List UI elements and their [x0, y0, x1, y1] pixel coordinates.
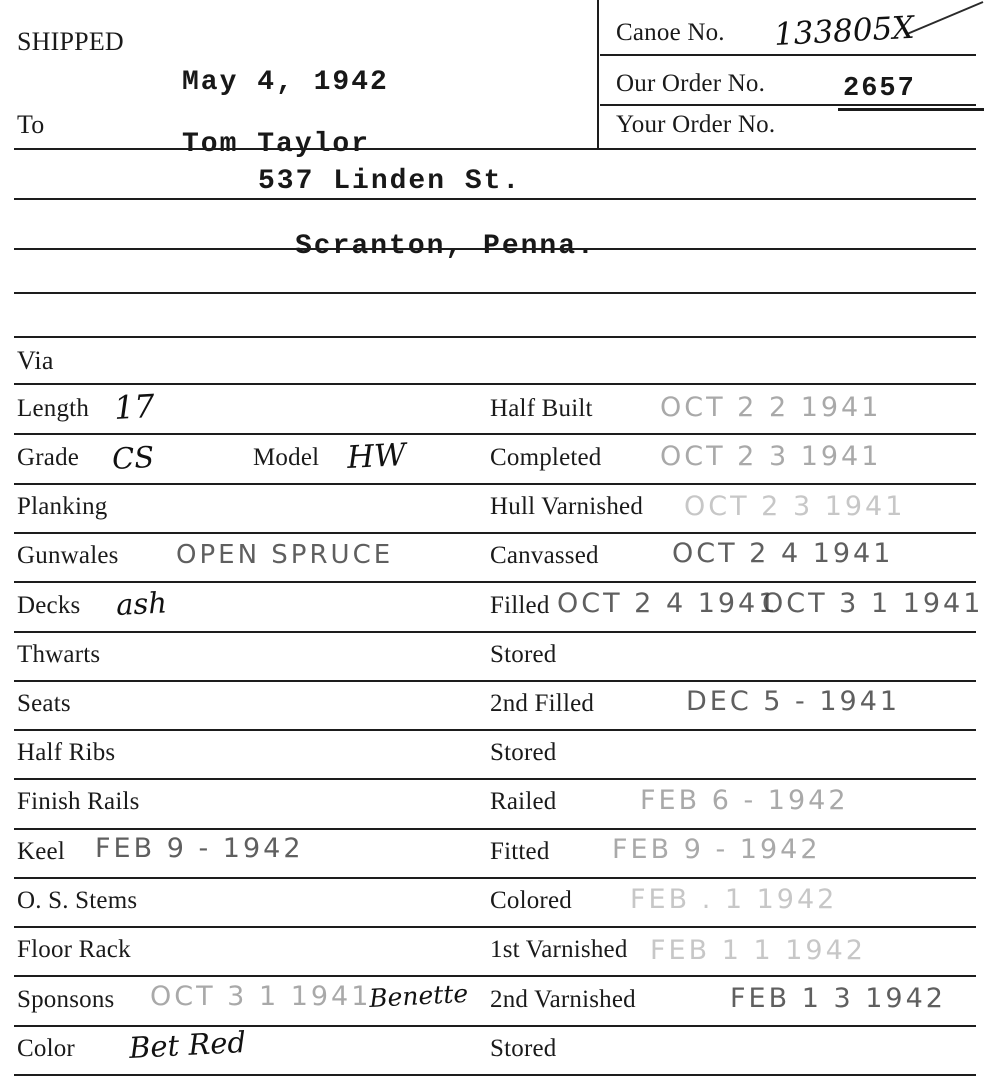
city-state: Scranton, Penna.: [295, 231, 596, 262]
rule-address-2: [14, 198, 976, 200]
your-order-no-label: Your Order No.: [616, 111, 776, 138]
row-label-stored-3: Stored: [490, 1035, 557, 1062]
shipped-label: SHIPPED: [17, 27, 124, 56]
row-label-gunwales: Gunwales: [17, 542, 119, 569]
rule-body-9: [14, 828, 976, 830]
row-value-railed: FEB 6 - 1942: [640, 785, 849, 816]
row-label-1st-varnished: 1st Varnished: [490, 936, 628, 963]
row-value-color: Bet Red: [128, 1024, 247, 1065]
row-label-half-ribs: Half Ribs: [17, 739, 116, 766]
row-label-model: Model: [253, 444, 320, 471]
row-label-length: Length: [17, 395, 90, 422]
row-label-sponsons: Sponsons: [17, 986, 115, 1013]
row-value-sponsons-signature: Benette: [368, 978, 469, 1013]
rule-body-14: [14, 1074, 976, 1076]
header-divider: [597, 0, 599, 148]
row-value-half-built: OCT 2 2 1941: [660, 392, 882, 423]
address-line: 537 Linden St.: [258, 166, 522, 197]
row-label-stored-2: Stored: [490, 739, 557, 766]
row-value-model: HW: [346, 436, 407, 476]
row-value-1st-varnished: FEB 1 1 1942: [650, 935, 866, 966]
rule-body-10: [14, 877, 976, 879]
rule-body-4: [14, 581, 976, 583]
rule-body-11: [14, 926, 976, 928]
our-order-no-label: Our Order No.: [616, 70, 766, 97]
row-value-grade: CS: [111, 439, 156, 476]
row-label-2nd-filled: 2nd Filled: [490, 690, 595, 717]
rule-our-order-no: [600, 104, 976, 106]
rule-body-7: [14, 729, 976, 731]
corner-slash-mark: [905, 0, 985, 36]
row-value-filled-1: OCT 2 4 1941: [557, 588, 779, 619]
row-label-stored-1: Stored: [490, 641, 557, 668]
row-label-os-stems: O. S. Stems: [17, 887, 138, 914]
row-value-completed: OCT 2 3 1941: [660, 441, 882, 472]
row-label-thwarts: Thwarts: [17, 641, 101, 668]
shipped-date: May 4, 1942: [182, 67, 389, 98]
row-label-floor-rack: Floor Rack: [17, 936, 131, 963]
rule-address-1: [14, 148, 976, 150]
row-value-2nd-varnished: FEB 1 3 1942: [730, 983, 946, 1014]
row-label-canvassed: Canvassed: [490, 542, 599, 569]
rule-body-8: [14, 778, 976, 780]
via-label: Via: [17, 346, 54, 375]
row-value-colored: FEB . 1 1942: [630, 884, 838, 915]
row-value-hull-varnished: OCT 2 3 1941: [684, 491, 906, 522]
row-label-finish-rails: Finish Rails: [17, 788, 140, 815]
row-label-railed: Railed: [490, 788, 557, 815]
rule-canoe-no: [600, 54, 976, 56]
rule-body-13: [14, 1025, 976, 1027]
row-label-keel: Keel: [17, 838, 65, 865]
rule-address-4: [14, 292, 976, 294]
rule-address-5: [14, 336, 976, 338]
row-value-fitted: FEB 9 - 1942: [612, 834, 821, 865]
row-label-half-built: Half Built: [490, 395, 593, 422]
row-label-2nd-varnished: 2nd Varnished: [490, 986, 636, 1013]
row-label-completed: Completed: [490, 444, 602, 471]
rule-body-1: [14, 433, 976, 435]
row-value-decks: ash: [115, 585, 168, 622]
rule-body-5: [14, 631, 976, 633]
row-label-color: Color: [17, 1035, 75, 1062]
rule-body-6: [14, 680, 976, 682]
rule-body-12: [14, 975, 976, 977]
row-value-gunwales: OPEN SPRUCE: [176, 540, 394, 570]
canoe-no-label: Canoe No.: [616, 19, 725, 46]
our-order-no-underline: [838, 108, 984, 111]
row-value-length: 17: [113, 386, 156, 427]
rule-via: [14, 383, 976, 385]
row-label-fitted: Fitted: [490, 838, 550, 865]
to-label: To: [17, 110, 45, 139]
row-label-filled: Filled: [490, 592, 550, 619]
row-value-keel: FEB 9 - 1942: [95, 833, 304, 864]
our-order-no-value: 2657: [843, 74, 916, 104]
row-label-grade: Grade: [17, 444, 80, 471]
rule-body-2: [14, 483, 976, 485]
rule-address-3: [14, 248, 976, 250]
row-value-canvassed: OCT 2 4 1941: [672, 538, 894, 569]
canoe-no-value: 133805X: [773, 9, 916, 53]
row-label-seats: Seats: [17, 690, 71, 717]
row-label-hull-varnished: Hull Varnished: [490, 493, 644, 520]
row-value-sponsons: OCT 3 1 1941: [150, 981, 372, 1012]
row-label-colored: Colored: [490, 887, 572, 914]
addressee: Tom Taylor: [182, 129, 371, 160]
row-label-decks: Decks: [17, 592, 81, 619]
row-label-planking: Planking: [17, 493, 108, 520]
row-value-filled-2: OCT 3 1 1941: [762, 588, 984, 619]
row-value-2nd-filled: DEC 5 - 1941: [686, 686, 901, 717]
rule-body-3: [14, 532, 976, 534]
